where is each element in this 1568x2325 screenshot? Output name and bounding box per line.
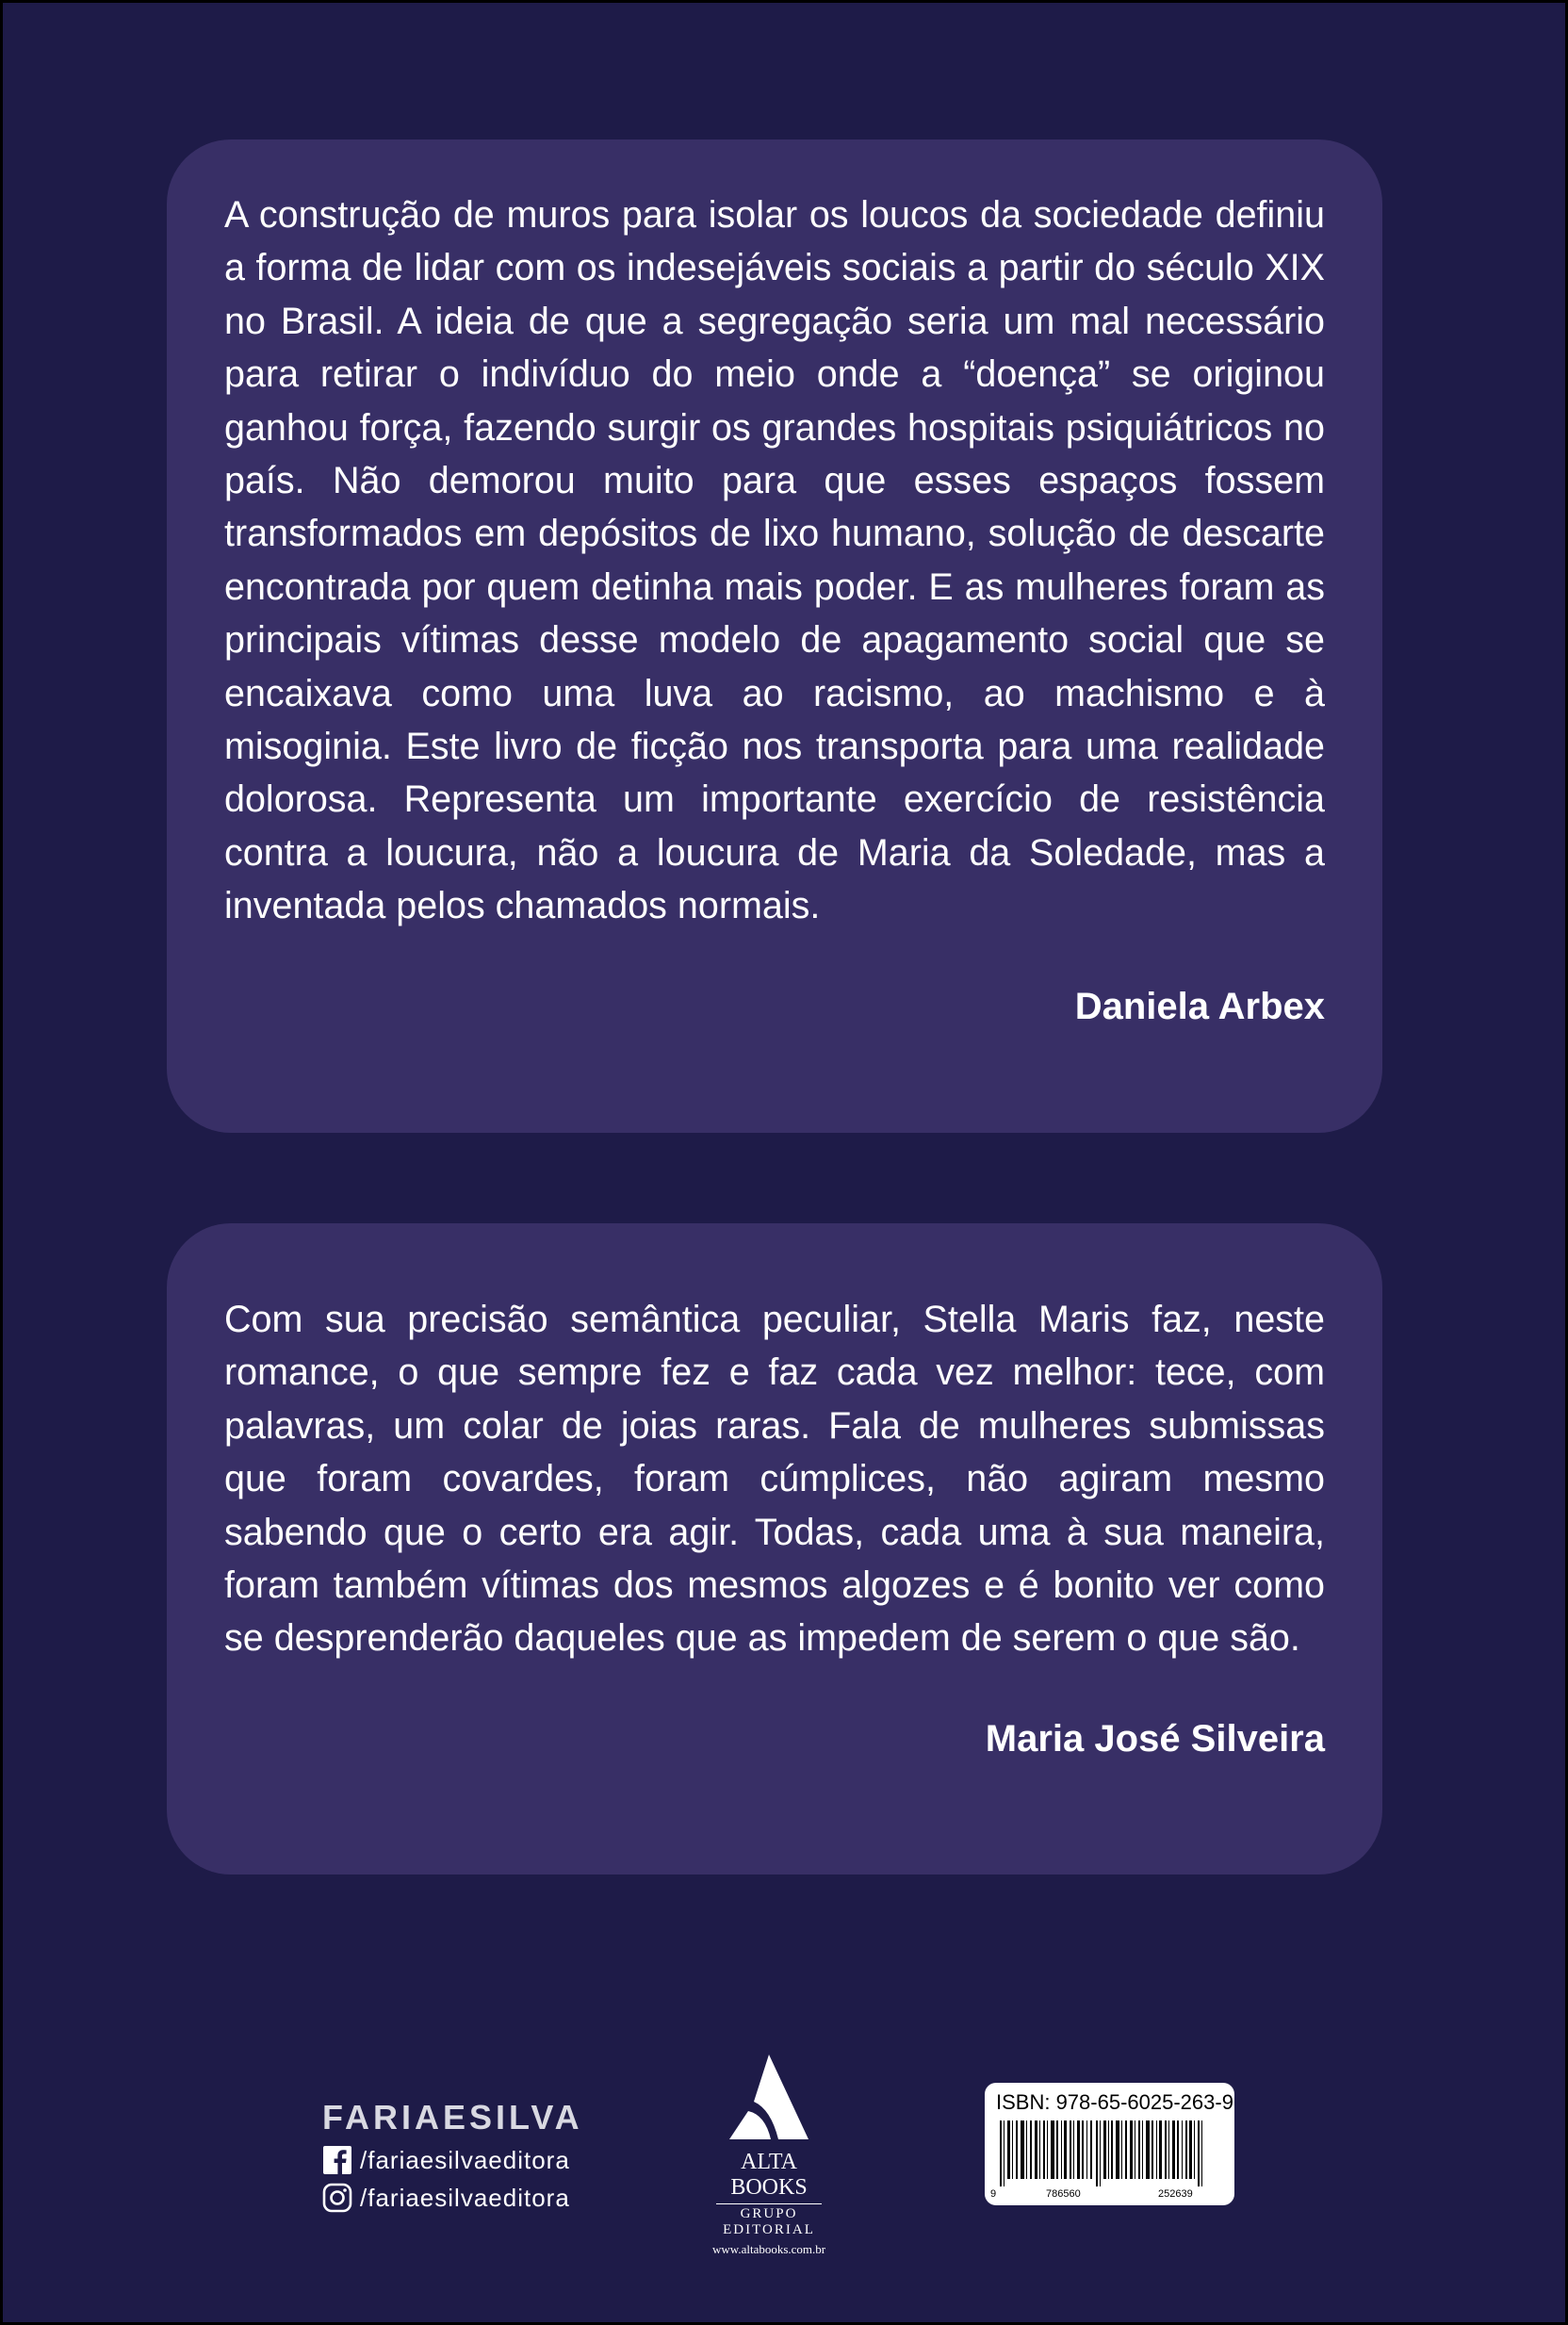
barcode-digits-right: 252639 xyxy=(1158,2188,1193,2200)
facebook-icon xyxy=(322,2145,352,2175)
imprint-name: ALTA BOOKS xyxy=(730,2150,808,2200)
review-text: A construção de muros para isolar os loucos da sociedade definiu a forma de lidar com os indesejáveis sociais a partir do século XIX no Brasil. A ideia de que a segregação seria um mal necessário para retirar o indivíduo do meio onde a “doença” se originou ganhou força, fazendo surgir os grandes hospitais psiquiátricos no país. Não demorou muito para que esses espaços fossem transformados em depósitos de lixo humano, solução de descarte encontrada por quem detinha mais poder. E as mulheres foram as principais vítimas desse modelo de apagamento social que se encaixava como uma luva ao racismo, ao machismo e à misoginia. Este livro de ficção nos transporta para uma realidade dolorosa. Representa um importante exercício de resistência contra a loucura, não a loucura de Maria da Soledade, mas a inventada pelos chamados normais. xyxy=(224,194,1325,927)
barcode-digit-left: 9 xyxy=(990,2188,997,2200)
review-text: Com sua precisão semântica peculiar, Stella Maris faz, neste romance, o que sempre fez e faz cada vez melhor: tece, com palavras, um colar de joias raras. Fala de mulheres submissas que foram covardes, foram cúmplices, não agiram mesmo sabendo que o certo era agir. Todas, cada uma à sua maneira, foram também vítimas dos mesmos algozes e é bonito ver como se desprenderão daqueles que as impedem de serem o que são. xyxy=(224,1299,1325,1660)
alta-books-triangle-icon xyxy=(722,2053,816,2143)
footer xyxy=(0,2045,1568,2256)
isbn-barcode xyxy=(985,2083,1234,2205)
instagram-icon xyxy=(322,2183,352,2213)
facebook-handle: /fariaesilvaeditora xyxy=(360,2145,570,2174)
facebook-link[interactable] xyxy=(322,2145,583,2175)
imprint-subtitle: GRUPO EDITORIAL xyxy=(716,2203,822,2238)
review-author: Daniela Arbex xyxy=(1074,985,1325,1027)
barcode-icon xyxy=(998,2120,1224,2186)
review-author: Maria José Silveira xyxy=(985,1717,1325,1760)
publisher-logo: FARIAESILVA xyxy=(322,2098,583,2137)
review-card-2 xyxy=(167,1223,1382,1875)
instagram-handle: /fariaesilvaeditora xyxy=(360,2183,570,2212)
imprint-url: www.altabooks.com.br xyxy=(712,2242,826,2256)
barcode-digits-mid: 786560 xyxy=(1046,2188,1081,2200)
review-card-1 xyxy=(167,139,1382,1133)
imprint-logo xyxy=(712,2053,825,2257)
isbn-label: ISBN: 978-65-6025-263-9 xyxy=(996,2090,1233,2114)
instagram-link[interactable] xyxy=(322,2183,583,2213)
publisher-block xyxy=(322,2098,583,2213)
